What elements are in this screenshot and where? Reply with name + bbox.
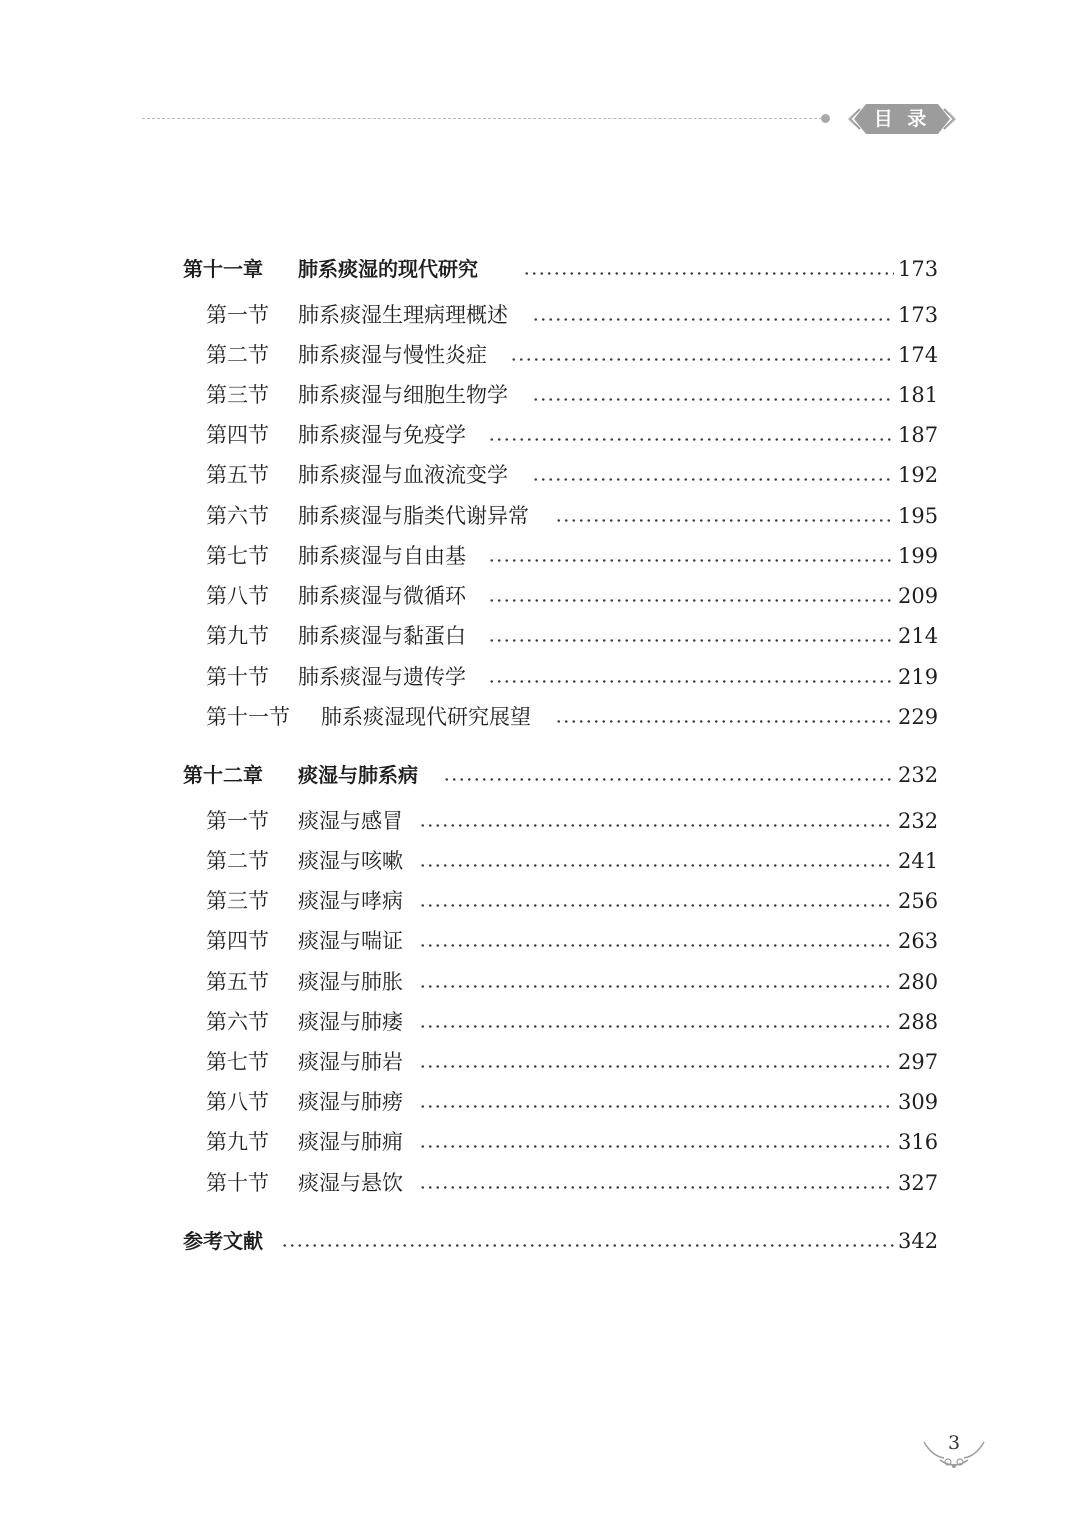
page-number-ref: 174 [898, 343, 939, 367]
toc-chapter-11[interactable] [0, 254, 1087, 284]
section-number: 第七节 [206, 1050, 269, 1074]
section-number: 第六节 [206, 504, 269, 528]
toc-section[interactable] [0, 806, 1087, 836]
section-title: 肺系痰湿生理病理概述 [298, 303, 508, 327]
toc-section[interactable] [0, 1007, 1087, 1037]
chapter-title: 痰湿与肺系病 [298, 763, 418, 787]
page-number-ref: 280 [898, 970, 939, 994]
toc-section[interactable] [0, 926, 1087, 956]
leader-dots [488, 559, 894, 562]
page-number-ref: 232 [898, 763, 939, 787]
section-number: 第六节 [206, 1010, 269, 1034]
page-number-ref: 263 [898, 929, 939, 953]
page-number-ref: 297 [898, 1050, 939, 1074]
leader-dots [443, 778, 894, 781]
chapter-number: 第十二章 [183, 763, 263, 787]
section-title: 痰湿与肺痨 [298, 1090, 403, 1114]
leader-dots [281, 1244, 894, 1247]
toc-section[interactable] [0, 662, 1087, 692]
page-number-ref: 173 [898, 303, 939, 327]
section-number: 第一节 [206, 303, 269, 327]
page-number-ref: 173 [898, 257, 939, 281]
leader-dots [555, 720, 894, 723]
toc-section[interactable] [0, 460, 1087, 490]
section-title: 痰湿与悬饮 [298, 1171, 403, 1195]
toc-section[interactable] [0, 621, 1087, 651]
section-number: 第二节 [206, 849, 269, 873]
header-label: 目 录 [873, 108, 931, 130]
leader-dots [532, 478, 894, 481]
toc-chapter-12[interactable] [0, 760, 1087, 790]
page-number-ref: 309 [898, 1090, 939, 1114]
section-title: 肺系痰湿现代研究展望 [321, 705, 531, 729]
section-title: 痰湿与哮病 [298, 889, 403, 913]
section-title: 痰湿与肺痈 [298, 1130, 403, 1154]
section-title: 痰湿与喘证 [298, 929, 403, 953]
leader-dots [419, 864, 894, 867]
references-label: 参考文献 [183, 1229, 263, 1253]
toc-section[interactable] [0, 1047, 1087, 1077]
page-number-ref: 241 [898, 849, 939, 873]
leader-dots [419, 1065, 894, 1068]
leader-dots [419, 824, 894, 827]
page-number-ref: 199 [898, 544, 939, 568]
toc-section[interactable] [0, 300, 1087, 330]
page-number-ref: 256 [898, 889, 939, 913]
leader-dots [523, 272, 894, 275]
leader-dots [419, 1186, 894, 1189]
leader-dots [419, 985, 894, 988]
section-title: 痰湿与咳嗽 [298, 849, 403, 873]
section-number: 第八节 [206, 584, 269, 608]
leader-dots [488, 639, 894, 642]
leader-dots [532, 398, 894, 401]
section-number: 第五节 [206, 970, 269, 994]
page-number-ref: 195 [898, 504, 939, 528]
section-title: 肺系痰湿与细胞生物学 [298, 383, 508, 407]
section-number: 第三节 [206, 889, 269, 913]
toc-section[interactable] [0, 1087, 1087, 1117]
section-title: 肺系痰湿与自由基 [298, 544, 466, 568]
leader-dots [488, 599, 894, 602]
toc-section[interactable] [0, 967, 1087, 997]
page-number-ref: 181 [898, 383, 939, 407]
toc-section[interactable] [0, 420, 1087, 450]
toc-section[interactable] [0, 886, 1087, 916]
toc-section[interactable] [0, 581, 1087, 611]
page-number: 3 [947, 1432, 961, 1454]
toc-references[interactable] [0, 1226, 1087, 1256]
section-number: 第四节 [206, 423, 269, 447]
section-title: 痰湿与肺痿 [298, 1010, 403, 1034]
leader-dots [419, 904, 894, 907]
section-title: 肺系痰湿与慢性炎症 [298, 343, 487, 367]
page-number-ref: 219 [898, 665, 939, 689]
toc-section[interactable] [0, 340, 1087, 370]
section-number: 第四节 [206, 929, 269, 953]
section-title: 肺系痰湿与黏蛋白 [298, 624, 466, 648]
section-number: 第八节 [206, 1090, 269, 1114]
section-number: 第九节 [206, 1130, 269, 1154]
page-number-ref: 342 [898, 1229, 939, 1253]
section-title: 肺系痰湿与血液流变学 [298, 463, 508, 487]
leader-dots [510, 358, 894, 361]
page-number-ref: 209 [898, 584, 939, 608]
section-number: 第五节 [206, 463, 269, 487]
page-number-ref: 187 [898, 423, 939, 447]
leader-dots [419, 944, 894, 947]
section-title: 肺系痰湿与免疫学 [298, 423, 466, 447]
leader-dots [419, 1145, 894, 1148]
toc-section[interactable] [0, 702, 1087, 732]
leader-dots [555, 519, 894, 522]
section-number: 第十节 [206, 665, 269, 689]
leader-dots [419, 1105, 894, 1108]
toc-section[interactable] [0, 1168, 1087, 1198]
footer-ornament-icon [922, 1440, 986, 1472]
page-number-ref: 288 [898, 1010, 939, 1034]
section-number: 第一节 [206, 809, 269, 833]
section-title: 肺系痰湿与遗传学 [298, 665, 466, 689]
section-number: 第十一节 [206, 705, 290, 729]
chapter-title: 肺系痰湿的现代研究 [298, 257, 478, 281]
section-number: 第二节 [206, 343, 269, 367]
leader-dots [532, 318, 894, 321]
section-title: 肺系痰湿与脂类代谢异常 [298, 504, 529, 528]
section-title: 痰湿与肺胀 [298, 970, 403, 994]
toc-section[interactable] [0, 541, 1087, 571]
toc-section[interactable] [0, 846, 1087, 876]
chapter-number: 第十一章 [183, 257, 263, 281]
toc-section[interactable] [0, 380, 1087, 410]
toc-section[interactable] [0, 1127, 1087, 1157]
section-number: 第七节 [206, 544, 269, 568]
section-number: 第三节 [206, 383, 269, 407]
page-number-ref: 192 [898, 463, 939, 487]
leader-dots [419, 1025, 894, 1028]
page-number-ref: 232 [898, 809, 939, 833]
toc-section[interactable] [0, 501, 1087, 531]
page-number-ref: 316 [898, 1130, 939, 1154]
section-number: 第九节 [206, 624, 269, 648]
section-title: 痰湿与肺岩 [298, 1050, 403, 1074]
section-title: 痰湿与感冒 [298, 809, 403, 833]
page-number-ref: 327 [898, 1171, 939, 1195]
page-number-ref: 229 [898, 705, 939, 729]
leader-dots [488, 680, 894, 683]
section-number: 第十节 [206, 1171, 269, 1195]
leader-dots [488, 438, 894, 441]
section-title: 肺系痰湿与微循环 [298, 584, 466, 608]
page-number-ref: 214 [898, 624, 939, 648]
